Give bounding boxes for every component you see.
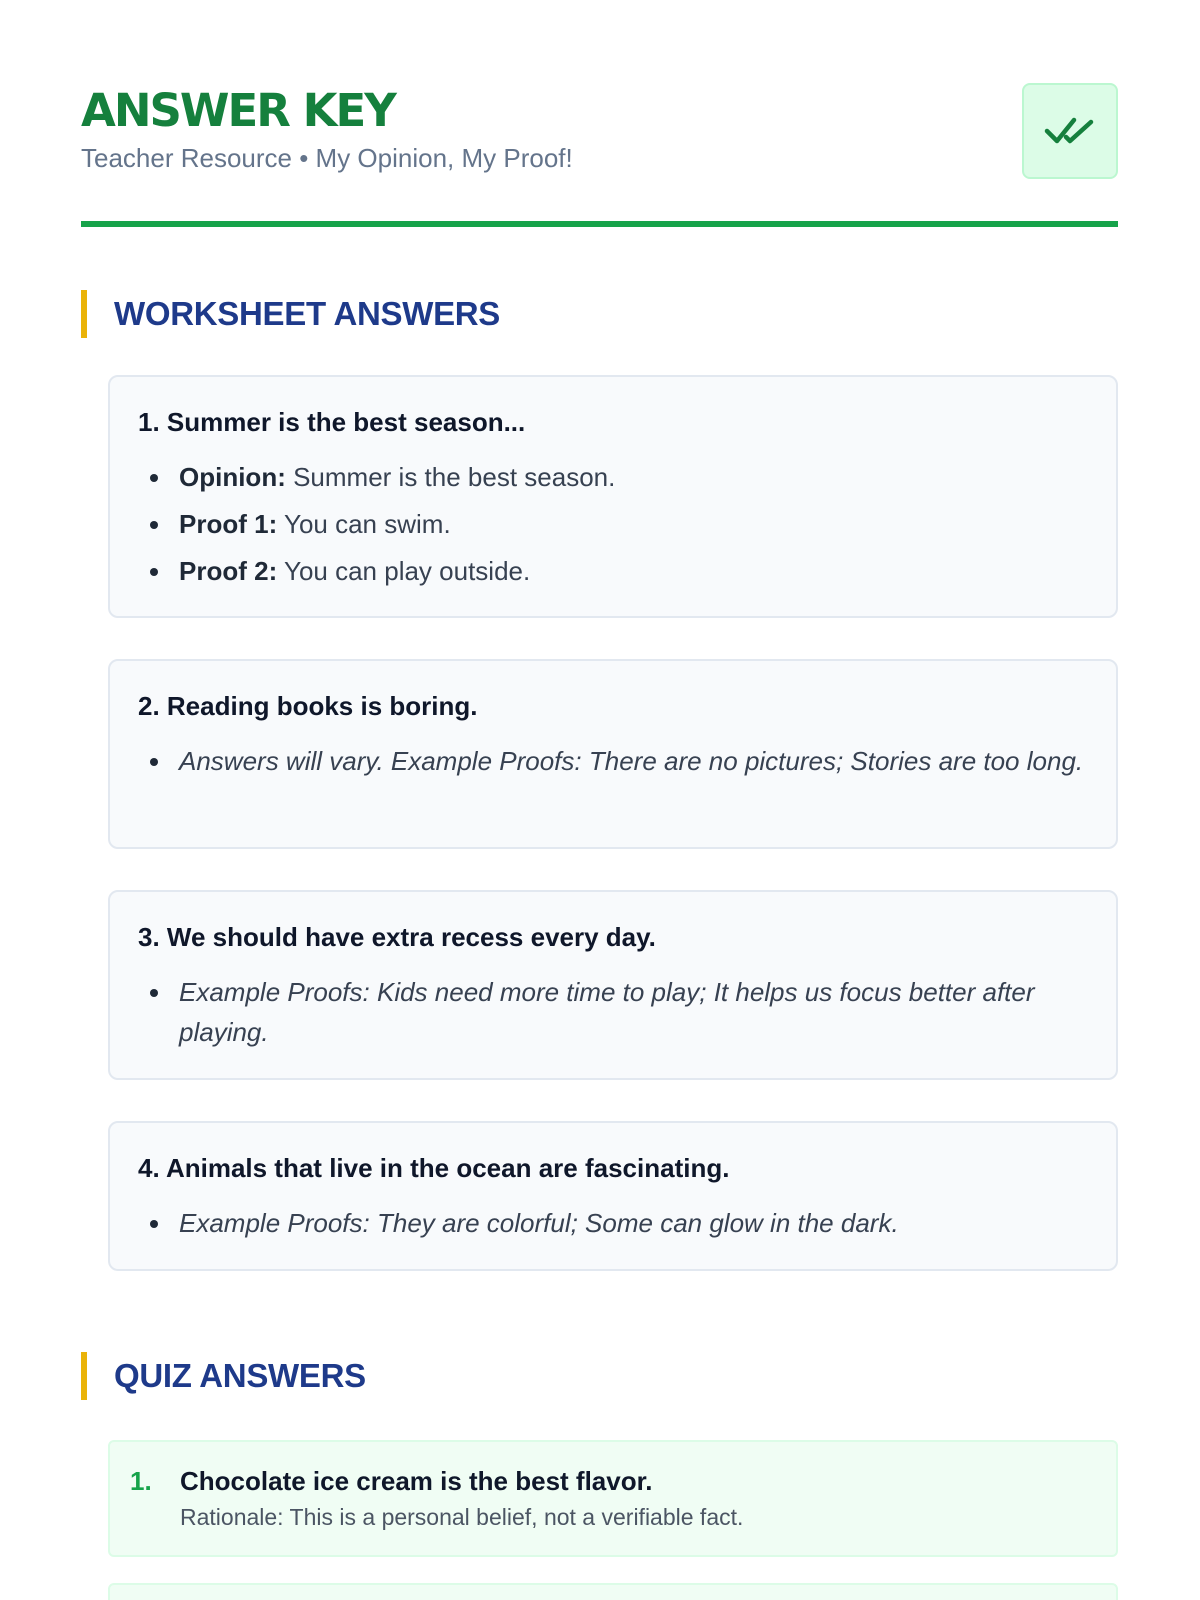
answer-label: Proof 1: <box>179 509 278 539</box>
answer-note: Answers will vary. Example Proofs: There are no pictures; Stories are too long. <box>179 746 1084 776</box>
answer-text: Summer is the best season. <box>285 462 616 492</box>
answer-note: Example Proofs: They are colorful; Some can glow in the dark. <box>179 1208 899 1238</box>
page-header <box>81 0 1118 227</box>
answer-list <box>138 457 1088 591</box>
section-accent-bar <box>81 1352 87 1400</box>
quiz-answer-item <box>108 1583 1118 1600</box>
answer-line <box>138 741 1088 781</box>
double-check-icon-glyph <box>1044 114 1096 148</box>
answer-list <box>138 972 1088 1052</box>
answer-card <box>108 659 1118 849</box>
answer-card <box>108 890 1118 1080</box>
answer-card <box>108 375 1118 618</box>
answer-text: You can play outside. <box>277 556 531 586</box>
answer-title: 4. Animals that live in the ocean are fascinating. <box>138 1153 730 1183</box>
page-subtitle: Teacher Resource • My Opinion, My Proof! <box>81 143 573 173</box>
section-title: WORKSHEET ANSWERS <box>114 295 501 332</box>
quiz-section-heading <box>81 1352 1118 1400</box>
worksheet-answers <box>108 375 1118 1271</box>
quiz-rationale: Rationale: This is a personal belief, not a verifiable fact. <box>180 1504 744 1530</box>
answer-title: 1. Summer is the best season... <box>138 407 526 437</box>
answer-label: Proof 2: <box>179 556 278 586</box>
answer-title: 2. Reading books is boring. <box>138 691 478 721</box>
quiz-question: Chocolate ice cream is the best flavor. <box>180 1466 653 1496</box>
answer-text: You can swim. <box>277 509 451 539</box>
answer-line <box>138 504 1088 544</box>
quiz-answer-body <box>180 1464 743 1535</box>
answer-line <box>138 972 1088 1052</box>
answer-list <box>138 1203 1088 1243</box>
answer-line <box>138 457 1088 497</box>
answer-title: 3. We should have extra recess every day. <box>138 922 656 952</box>
answer-card <box>108 1121 1118 1271</box>
quiz-answer-item <box>108 1440 1118 1557</box>
answer-note: Example Proofs: Kids need more time to play; It helps us focus better after playing. <box>179 977 1035 1047</box>
answer-line <box>138 551 1088 591</box>
worksheet-section-heading <box>81 290 1118 338</box>
double-check-icon <box>1022 83 1118 179</box>
answer-list <box>138 741 1088 781</box>
section-title: QUIZ ANSWERS <box>114 1357 366 1394</box>
section-accent-bar <box>81 290 87 338</box>
answer-line <box>138 1203 1088 1243</box>
answer-label: Opinion: <box>179 462 286 492</box>
page-title: ANSWER KEY <box>81 84 395 137</box>
quiz-number: 1. <box>130 1466 152 1496</box>
